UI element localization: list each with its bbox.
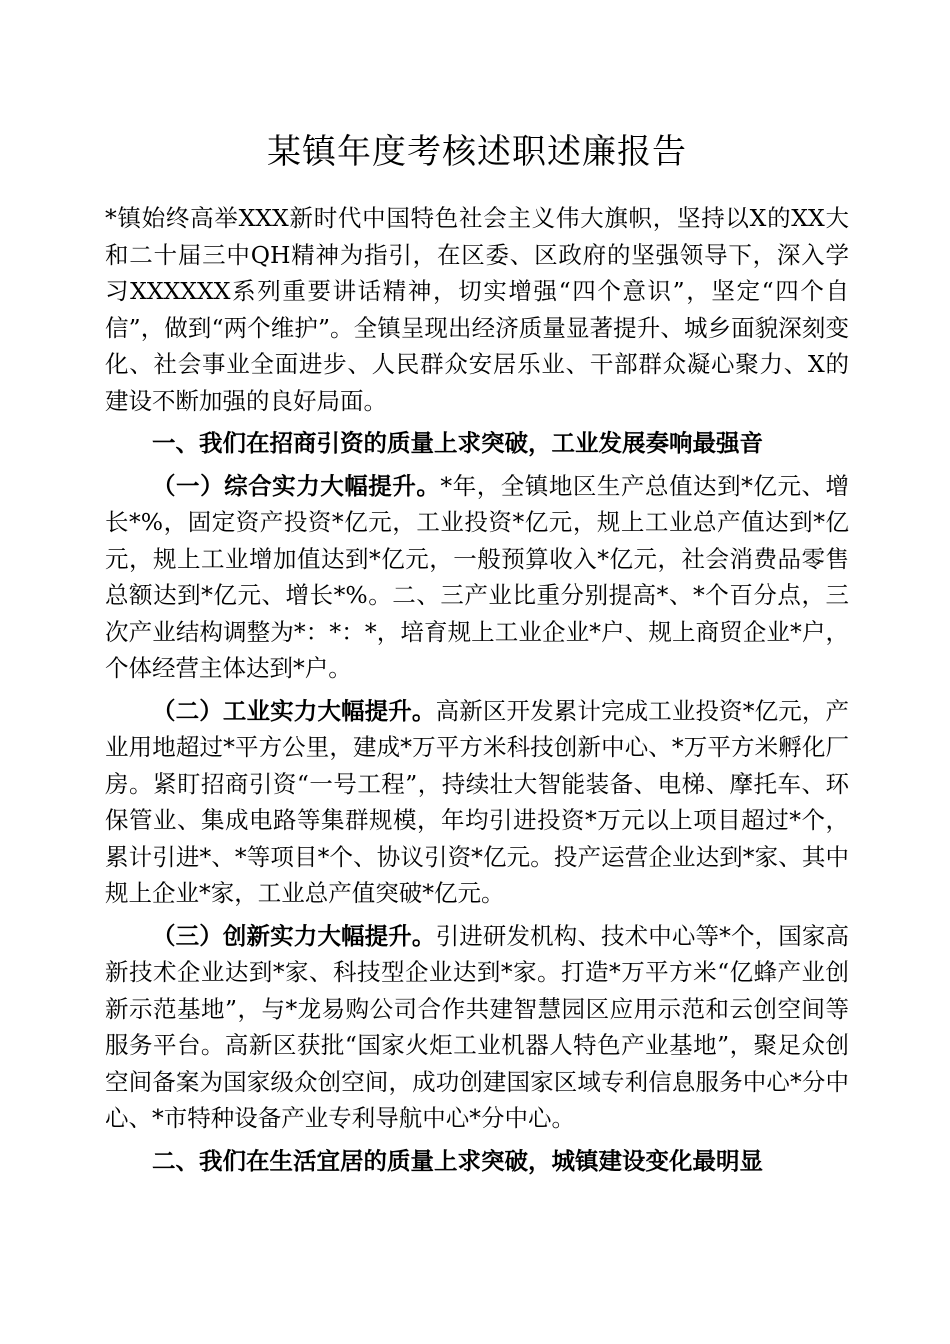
section-1-item-3	[105, 918, 849, 1137]
item-2-text: 高新区开发累计完成工业投资*亿元，产业用地超过*平方公里，建成*万平方米科技创新中心、*万平方米孵化厂房。紧盯招商引资“一号工程”，持续壮大智能装备、电梯、摩托车、环保管业、集成电路等集群规模，年均引进投资*万元以上项目超过*个，累计引进*、*等项目*个、协议引资*亿元。投产运营企业达到*家、其中规上企业*家，工业总产值突破*亿元。	[105, 696, 850, 907]
item-3-text: 引进研发机构、技术中心等*个，国家高新技术企业达到*家、科技型企业达到*家。打造*万平方米“亿蜂产业创新示范基地”，与*龙易购公司合作共建智慧园区应用示范和云创空间等服务平台。高新区获批“国家火炬工业机器人特色产业基地”，聚足众创空间备案为国家级众创空间，成功创建国家区域专利信息服务中心*分中心、*市特种设备产业专利导航中心*分中心。	[105, 921, 850, 1132]
section-1-heading: 一、我们在招商引资的质量上求突破，工业发展奏响最强音	[152, 429, 763, 457]
document-title: 某镇年度考核述职述廉报告	[267, 132, 687, 172]
item-2-lead: （二）工业实力大幅提升。	[152, 696, 436, 725]
item-1-lead: （一）综合实力大幅提升。	[152, 471, 441, 500]
section-2-heading: 二、我们在生活宜居的质量上求突破，城镇建设变化最明显	[152, 1146, 763, 1175]
item-1-text: *年，全镇地区生产总值达到*亿元、增长*%，固定资产投资*亿元，工业投资*亿元，规上工业总产值达到*亿元，规上工业增加值达到*亿元，一般预算收入*亿元，社会消费品零售总额达到*亿元、增长*%。二、三产业比重分别提高*、*个百分点，三次产业结构调整为*：*：*，培育规上工业企业*户、规上商贸企业*户，个体经营主体达到*户。	[105, 471, 850, 682]
section-1-item-1	[105, 468, 849, 687]
document-page	[105, 128, 849, 1185]
section-1-item-2	[105, 693, 849, 912]
intro-paragraph: *镇始终高举XXX新时代中国特色社会主义伟大旗帜，坚持以X的XX大和二十届三中QH精神为指引，在区委、区政府的坚强领导下，深入学习XXXXXX系列重要讲话精神，切实增强“四个意识”，坚定“四个自信”，做到“两个维护”。全镇呈现出经济质量显著提升、城乡面貌深刻变化、社会事业全面进步、人民群众安居乐业、干部群众凝心聚力、X的建设不断加强的良好局面。	[105, 204, 849, 415]
item-3-lead: （三）创新实力大幅提升。	[152, 921, 436, 950]
